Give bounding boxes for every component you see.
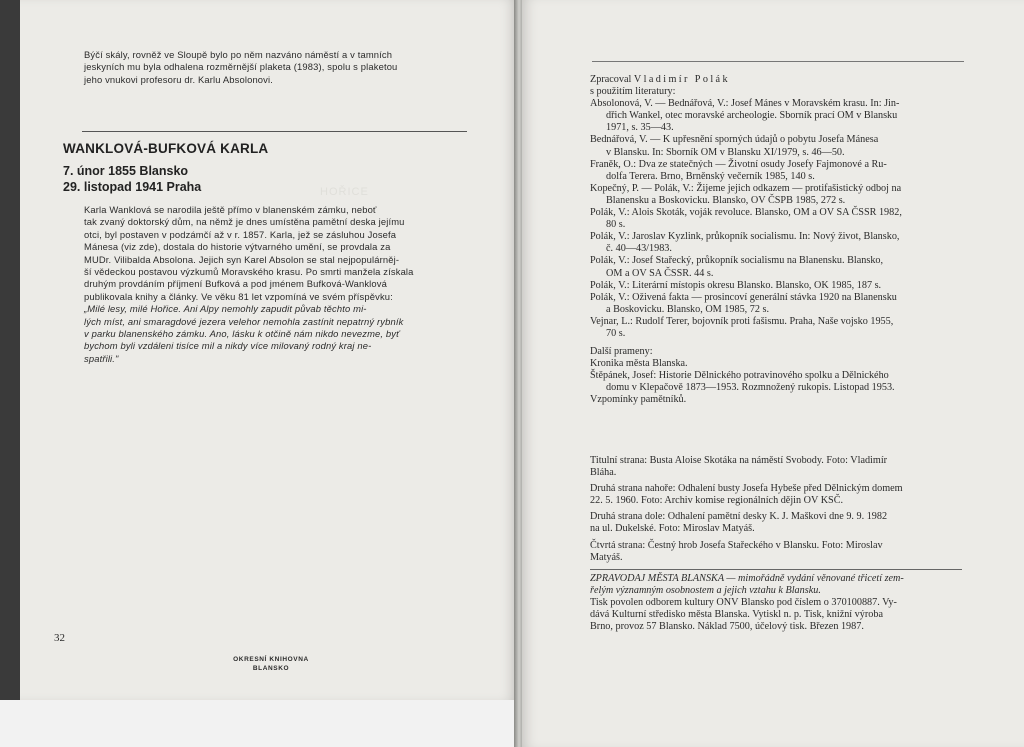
other-sources-label: Další prameny: [590,346,653,358]
bibliography-list [590,98,966,340]
imprint-line: Brno, provoz 57 Blansko. Náklad 7500, účelový tisk. Březen 1987. [590,621,864,633]
source-line: Vzpomínky pamětníků. [590,394,687,406]
literature-intro: s použitím literatury: [590,86,676,98]
bibliography-line: Polák, V.: Josef Stařecký, průkopník socialismu na Blanensku. Blansko, [590,255,884,267]
compiler-line [590,74,966,86]
bibliography-line: Polák, V.: Literární místopis okresu Blansko. Blansko, OK 1985, 187 s. [590,279,882,291]
compiler-label: Zpracoval [590,74,632,85]
body-line: Mánesa (viz zde), dostala do historie výtvarného umění, se provdala za [84,241,391,253]
birth-date: 7. únor 1855 Blansko [63,164,189,178]
other-sources-list [590,358,966,406]
bibliography-line: Bednářová, V. — K upřesnění sporných údajů o pobytu Josefa Mánesa [590,134,879,146]
quote-line: v parku blanenského zámku. Ano, lásku k otčině nám nikdo nevezme, byť [84,328,400,340]
bibliography-line: Blanensku a Boskovicku. Blansko, OV ČSPB 1985, 272 s. [606,194,846,206]
body-line: publikovala knihy a články. Ve věku 81 let vzpomíná ve svém příspěvku: [84,290,393,302]
imprint-line: řelým významným osobnostem a jejich vztahu k Blansku. [590,585,821,597]
imprint-block [590,573,966,633]
body-line: otci, byl postaven v podzámčí až v r. 1857. Karla, jež se zásluhou Josefa [84,228,397,240]
top-rule [592,61,964,62]
section-heading: WANKLOVÁ-BUFKOVÁ KARLA [63,141,269,156]
bibliography-line: Absolonová, V. — Bednářová, V.: Josef Mánes v Moravském krasu. In: Jin- [590,98,900,110]
bibliography-line: OM a OV SA ČSSR. 44 s. [606,267,714,279]
body-line: druhým provdáním příjmení Bufková a pod jménem Bufková-Wanklová [84,278,387,290]
credit-entry [590,511,966,535]
bibliography-line: Polák, V.: Oživená fakta — prosincoví generální stávka 1920 na Blanensku [590,291,897,303]
bibliography-line: dřich Wankel, otec moravské archeologie. Sborník prací OM v Blansku [606,110,898,122]
bibliography-line: 80 s. [606,219,626,231]
credit-entry [590,483,966,507]
compiler-name: Vladimír Polák [633,74,730,85]
credit-line: Titulní strana: Busta Aloise Skotáka na náměstí Svobody. Foto: Vladimír [590,455,888,466]
quote-line: lých míst, ani smaragdové jezera velehor nemohla zastínit nepatrný rybník [84,315,404,327]
body-line: Karla Wanklová se narodila ještě přímo v blanenském zámku, neboť [84,204,377,215]
imprint-line: dává Kulturní středisko města Blanska. Vytiskl n. p. Tisk, knižní výroba [590,609,883,621]
credit-line: Čtvrtá strana: Čestný hrob Josefa Stařeckého v Blansku. Foto: Miroslav [590,539,883,551]
bibliography-line: 70 s. [606,327,626,339]
biography-paragraph [84,204,466,365]
bibliography-line: a Boskovicku. Blansko, OM 1985, 72 s. [606,303,769,315]
background-strip [0,700,522,747]
photo-credits [590,455,966,568]
intro-line: jeskyních mu byla odhalena rozměrnější plaketa (1983), spolu s plaketou [84,61,398,73]
imprint-line: ZPRAVODAJ MĚSTA BLANSKA — mimořádně vydání věnované třicetí zem- [590,573,904,584]
bibliography-line: 1971, s. 35—43. [606,122,674,134]
bibliography-line: Polák, V.: Jaroslav Kyzlink, průkopník socialismu. In: Nový život, Blansko, [590,231,900,243]
source-line: Kronika města Blanska. [590,358,688,370]
show-through-text: HOŘICE [320,186,369,198]
body-line: MUDr. Vilibalda Absolona. Jejich syn Karel Absolon se stal nejpopulárněj- [84,253,400,265]
bibliography-line: v Blansku. In: Sborník OM v Blansku XI/1979, s. 46—50. [606,146,845,158]
death-date: 29. listopad 1941 Praha [63,180,202,194]
stamp-line: BLANSKO [252,665,290,672]
intro-paragraph [84,49,464,86]
body-line: tak zvaný doktorský dům, na němž je dnes umístěna pamětní deska jejímu [84,216,405,228]
bibliography-line: dolfa Terera. Brno, Brněnský večerník 1985, 140 s. [606,170,815,182]
imprint-rule [590,569,962,570]
imprint-line: Tisk povolen odborem kultury ONV Blansko pod číslem o 370100887. Vy- [590,597,897,609]
credit-entry [590,455,966,479]
source-line: Štěpánek, Josef: Historie Dělnického potravinového spolku a Dělnického [590,370,889,382]
credit-line: Druhá strana dole: Odhalení pamětní desky K. J. Maškovi dne 9. 9. 1982 [590,511,888,523]
quote-line: spatřili." [84,352,119,364]
intro-line: jeho vnukovi profesoru dr. Karlu Absolonovi. [84,73,273,85]
bibliography-block [590,74,966,407]
stamp-line: OKRESNÍ KNIHOVNA [233,656,309,663]
bibliography-line: Polák, V.: Alois Skoták, voják revoluce. Blansko, OM a OV SA ČSSR 1982, [590,207,902,219]
credit-line: 22. 5. 1960. Foto: Archiv komise regionálních dějin OV KSČ. [590,495,844,507]
page-number: 32 [54,632,65,644]
intro-line: Býčí skály, rovněž ve Sloupě bylo po něm nazváno náměstí a v tamních [84,49,393,60]
quote-line: bychom byli vzdáleni tisíce mil a nikdy více milovaný rodný kraj ne- [84,340,372,352]
library-stamp [226,655,316,673]
source-line: domu v Klepačově 1873—1953. Rozmnožený rukopis. Listopad 1953. [606,382,895,394]
bibliography-line: Kopečný, P. — Polák, V.: Žijeme jejich odkazem — protifašistický odboj na [590,182,902,194]
divider-rule [82,131,467,132]
bibliography-line: Franěk, O.: Dva ze statečných — Životní osudy Josefy Fajmonové a Ru- [590,158,887,170]
credit-line: Bláha. [590,467,617,479]
credit-line: Matyáš. [590,551,623,563]
body-line: ší vědeckou postavou výzkumů Moravského krasu. Po smrti manžela získala [84,266,414,278]
credit-line: Druhá strana nahoře: Odhalení busty Josefa Hybeše před Dělnickým domem [590,483,903,495]
quote-line: „Milé lesy, milé Hořice. Ani Alpy nemohly zapudit půvab těchto mi- [84,303,367,315]
bibliography-line: Vejnar, L.: Rudolf Terer, bojovník proti fašismu. Praha, Naše vojsko 1955, [590,315,894,327]
bibliography-line: č. 40—43/1983. [606,243,672,255]
credit-entry [590,540,966,564]
credit-line: na ul. Dukelské. Foto: Miroslav Matyáš. [590,523,755,535]
